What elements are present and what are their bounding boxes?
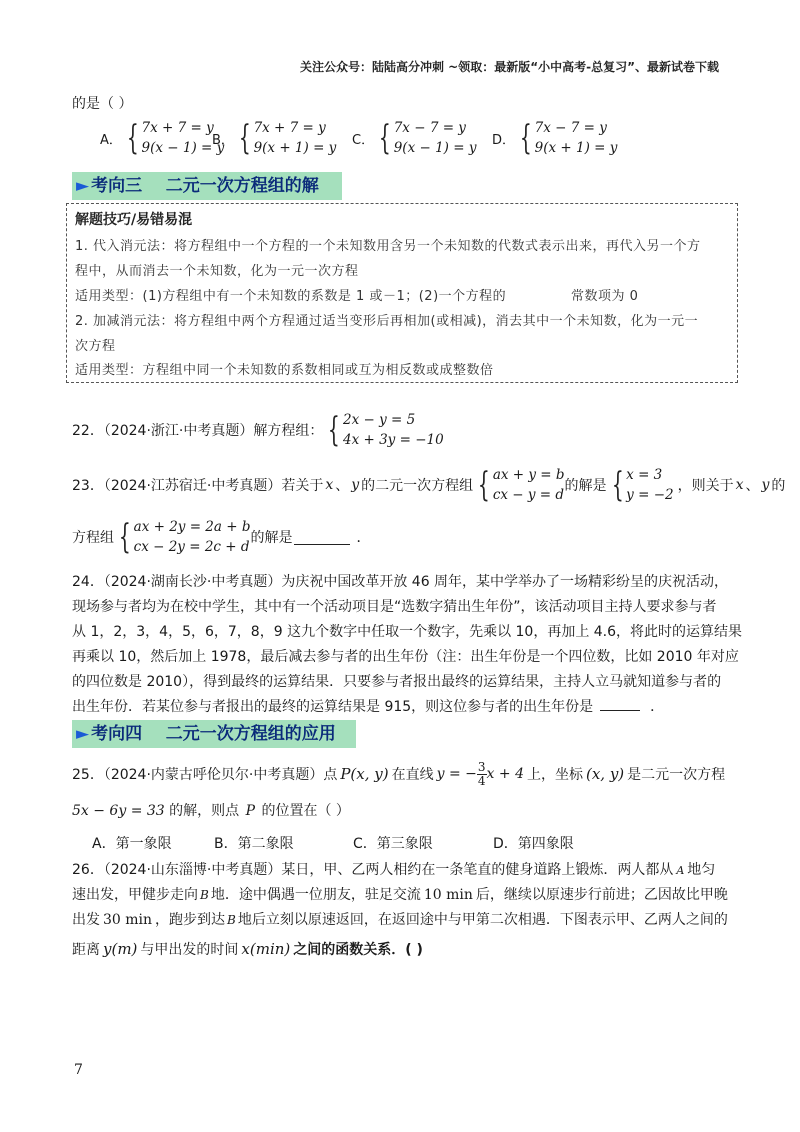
option-label: D． xyxy=(492,132,516,148)
equation: x = 3 xyxy=(626,467,663,483)
question-text: ，跑步到达 xyxy=(155,912,226,928)
brace-icon: { xyxy=(478,465,490,505)
equation: ax + 2y = 2a + b xyxy=(133,519,251,535)
question-22 xyxy=(72,410,444,450)
tips-title: 解题技巧/易错易混 xyxy=(75,212,193,228)
question-23-line1 xyxy=(72,465,785,505)
triangle-marker-icon: ► xyxy=(76,724,90,744)
var-y: y xyxy=(351,477,360,493)
equation: 9(x − 1) = y xyxy=(141,140,225,156)
tips-line: 次方程 xyxy=(75,339,116,354)
answer-blank[interactable] xyxy=(294,530,350,545)
fraction-denominator: 4 xyxy=(477,773,486,788)
question-line: 出生年份．若某位参与者报出的最终的运算结果是 915，则这位参与者的出生年份是 xyxy=(72,699,594,715)
question-text: 的解是 xyxy=(564,478,607,494)
tips-line: 1. 代入消元法：将方程组中一个方程的一个未知数用含另一个未知数的代数式表示出来，再代入另一个方 xyxy=(75,239,701,254)
question-text: 出发 xyxy=(72,912,100,928)
question-text: 22．（2024·浙江·中考真题）解方程组： xyxy=(72,423,324,439)
question-text: 的 xyxy=(771,478,786,494)
question-text: 之间的函数关系．( ) xyxy=(293,942,423,958)
brace-icon: { xyxy=(126,118,139,158)
equation: 9(x − 1) = y xyxy=(393,140,477,156)
question-26 xyxy=(72,858,728,963)
time-value: 10 min xyxy=(423,887,473,903)
point-b: B xyxy=(227,913,236,927)
answer-blank[interactable] xyxy=(600,696,640,711)
brace-icon: { xyxy=(118,517,131,557)
question-text: 后，继续以原速步行前进；乙因故比甲晚 xyxy=(475,887,728,903)
brace-icon: { xyxy=(238,118,251,158)
var-x: x xyxy=(325,477,334,493)
question-line: 24．（2024·湖南长沙·中考真题）为庆祝中国改革开放 46 周年，某中学举办了一场精彩纷呈的庆祝活动， xyxy=(72,574,729,590)
tips-line: 2. 加减消元法：将方程组中两个方程通过适当变形后再相加(或相减)，消去其中一个未知数，化为一元一 xyxy=(75,314,699,329)
q21-option-d[interactable] xyxy=(492,118,617,158)
equation: cx − y = d xyxy=(492,487,565,503)
option-label: A． xyxy=(100,132,122,148)
q25-option-c[interactable]: C．第三象限 xyxy=(353,836,433,852)
equation: cx − 2y = 2c + d xyxy=(133,539,250,555)
question-text: 上，坐标 xyxy=(526,767,583,783)
time-value: 30 min xyxy=(103,912,153,928)
fraction-numerator: 3 xyxy=(477,759,486,774)
equation: 7x − 7 = y xyxy=(534,120,607,136)
brace-icon: { xyxy=(611,465,624,505)
coordinate: (x, y) xyxy=(585,765,625,783)
fraction xyxy=(477,761,487,788)
equation: 7x − 7 = y xyxy=(393,120,466,136)
q25-option-a[interactable]: A．第一象限 xyxy=(92,836,172,852)
var-p: P xyxy=(245,803,256,819)
equation: 7x + 7 = y xyxy=(141,120,214,136)
q21-tail-text: 的是（ ） xyxy=(72,96,133,112)
question-text: 26．（2024·山东淄博·中考真题）某日，甲、乙两人相约在一条笔直的健身道路上锻炼．两人都从 xyxy=(72,862,674,878)
tips-line: 适用类型：(1)方程组中有一个未知数的系数是 1 或－1；(2)一个方程的 常数项为 0 xyxy=(75,289,639,304)
question-text: 的解是 xyxy=(250,530,293,546)
q21-option-a[interactable] xyxy=(100,118,224,158)
question-line: 现场参与者均为在校中学生，其中有一个活动项目是“选数字猜出生年份”，该活动项目主持人要求参与者 xyxy=(72,599,717,615)
equation: y = −2 xyxy=(626,487,674,503)
option-label: C． xyxy=(352,132,375,148)
page-number: 7 xyxy=(74,1062,83,1078)
option-label: B． xyxy=(212,132,234,148)
equation: 9(x + 1) = y xyxy=(534,140,618,156)
tips-box xyxy=(66,203,738,383)
point-a: A xyxy=(676,864,685,877)
line-lhs: y = − xyxy=(436,766,477,782)
question-25-line1 xyxy=(72,756,725,792)
section-title: 考向四 二元一次方程组的应用 xyxy=(91,724,336,744)
question-text: 的解，则点 xyxy=(169,803,240,819)
q25-option-d[interactable]: D．第四象限 xyxy=(493,836,574,852)
question-text: 地．途中偶遇一位朋友，驻足交流 xyxy=(210,887,421,903)
question-line: 再乘以 10，然后加上 1978，最后减去参与者的出生年份（注：出生年份是一个四位数，比如 2010 年对应 xyxy=(72,649,739,665)
time-var: x(min) xyxy=(241,940,291,958)
question-text: 地匀 xyxy=(687,862,716,878)
point-b: B xyxy=(200,888,209,902)
question-text: 是二元一次方程 xyxy=(627,767,726,783)
q21-option-c[interactable] xyxy=(352,118,476,158)
question-text: 25．（2024·内蒙古呼伦贝尔·中考真题）点 xyxy=(72,767,338,783)
equation: 4x + 3y = −10 xyxy=(342,432,444,448)
equation: 7x + 7 = y xyxy=(253,120,326,136)
section-header-4 xyxy=(72,720,356,748)
var-x: x xyxy=(735,477,744,493)
question-text: 方程组 xyxy=(72,530,114,546)
section-title: 考向三 二元一次方程组的解 xyxy=(91,176,319,196)
distance-var: y(m) xyxy=(103,940,138,958)
question-text: 23．（2024·江苏宿迁·中考真题）若关于 xyxy=(72,478,324,494)
question-text: 的位置在（ ） xyxy=(261,803,350,819)
point-p: P(x, y) xyxy=(340,765,389,783)
equation: ax + y = b xyxy=(492,467,565,483)
q21-option-b[interactable] xyxy=(212,118,336,158)
tips-line: 程中，从而消去一个未知数，化为一元一次方程 xyxy=(75,264,359,279)
brace-icon: { xyxy=(378,118,391,158)
question-text: 在直线 xyxy=(391,767,434,783)
equation: 5x − 6y = 33 xyxy=(72,803,165,819)
question-24 xyxy=(72,570,742,720)
question-text: 的二元一次方程组 xyxy=(361,478,474,494)
question-text: ． xyxy=(650,699,665,715)
page-header: 关注公众号：陆陆高分冲刺 ~领取：最新版“小中高考-总复习”、最新试卷下载 xyxy=(300,60,719,74)
section-header-3 xyxy=(72,172,342,200)
brace-icon: { xyxy=(328,410,341,450)
triangle-marker-icon: ► xyxy=(76,176,90,196)
question-text: ，则关于 xyxy=(677,478,734,494)
q25-option-b[interactable]: B．第二象限 xyxy=(214,836,294,852)
question-text: 距离 xyxy=(72,942,100,958)
question-25-line2 xyxy=(72,800,350,820)
separator: 、 xyxy=(745,478,760,494)
question-text: 速出发，甲健步走向 xyxy=(72,887,198,903)
line-rhs: x + 4 xyxy=(486,766,524,782)
brace-icon: { xyxy=(519,118,532,158)
q21-options xyxy=(100,118,720,162)
separator: 、 xyxy=(335,478,350,494)
tips-line: 适用类型：方程组中同一个未知数的系数相同或互为相反数或成整数倍 xyxy=(75,363,494,378)
question-text: 与甲出发的时间 xyxy=(140,942,239,958)
equation: 9(x + 1) = y xyxy=(253,140,337,156)
question-line: 的四位数是 2010），得到最终的运算结果．只要参与者报出最终的运算结果，主持人立马就知道参与者的 xyxy=(72,674,722,690)
question-text: 地后立刻以原速返回，在返回途中与甲第二次相遇．下图表示甲、乙两人之间的 xyxy=(237,912,728,928)
var-y: y xyxy=(761,477,770,493)
question-text: ． xyxy=(356,530,371,546)
equation: 2x − y = 5 xyxy=(342,412,416,428)
question-line: 从 1，2，3，4，5，6，7，8，9 这九个数字中任取一个数字，先乘以 10，再加上 4.6，将此时的运算结果 xyxy=(72,624,743,640)
question-23-line2 xyxy=(72,517,370,557)
